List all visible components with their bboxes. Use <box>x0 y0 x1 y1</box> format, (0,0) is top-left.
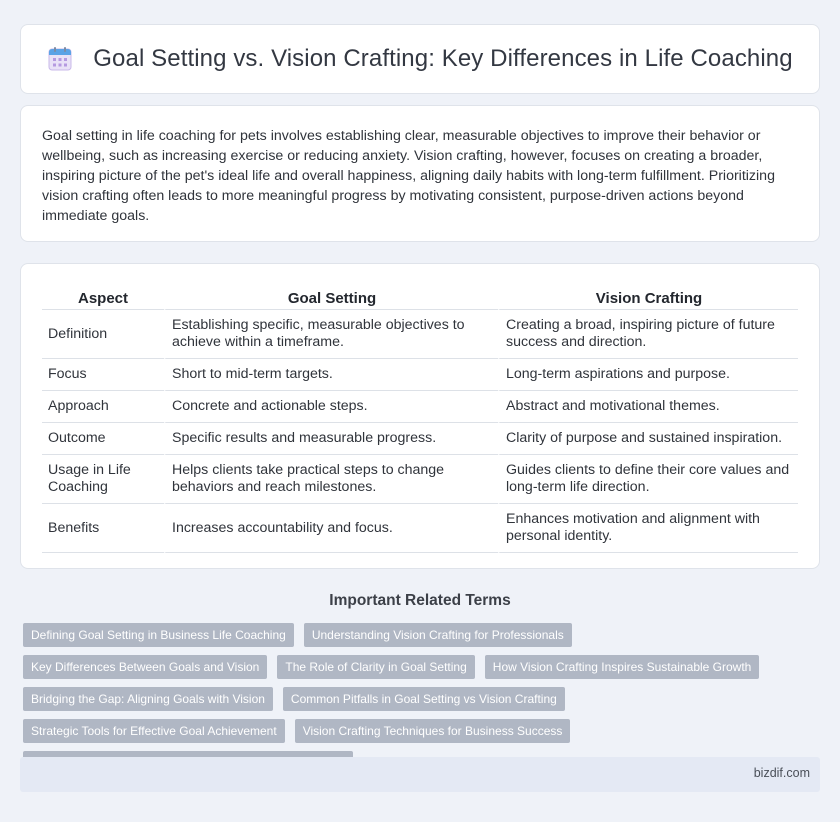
table-row <box>42 310 798 359</box>
table-row <box>42 391 798 423</box>
goal-setting-cell: Short to mid-term targets. <box>164 359 498 391</box>
table-row <box>42 359 798 391</box>
table-header-row <box>42 286 798 310</box>
header-vision-crafting: Vision Crafting <box>498 286 798 310</box>
aspect-cell: Definition <box>42 310 164 359</box>
goal-setting-cell: Increases accountability and focus. <box>164 504 498 553</box>
comparison-card <box>20 263 820 569</box>
related-term-tag[interactable]: Common Pitfalls in Goal Setting vs Vision Crafting <box>283 687 565 711</box>
header-goal-setting: Goal Setting <box>164 286 498 310</box>
vision-crafting-cell: Abstract and motivational themes. <box>498 391 798 423</box>
table-row <box>42 455 798 504</box>
related-term-tag[interactable]: Strategic Tools for Effective Goal Achievement <box>23 719 285 743</box>
goal-setting-cell: Helps clients take practical steps to change behaviors and reach milestones. <box>164 455 498 504</box>
page-title: Goal Setting vs. Vision Crafting: Key Differences in Life Coaching <box>93 45 793 72</box>
related-term-tag[interactable]: Defining Goal Setting in Business Life Coaching <box>23 623 294 647</box>
related-term-tag[interactable]: Key Differences Between Goals and Vision <box>23 655 267 679</box>
calendar-icon <box>47 46 73 72</box>
vision-crafting-cell: Guides clients to define their core values and long-term life direction. <box>498 455 798 504</box>
related-term-tag[interactable]: Bridging the Gap: Aligning Goals with Vision <box>23 687 273 711</box>
intro-paragraph: Goal setting in life coaching for pets involves establishing clear, measurable objectives to improve their behavior or wellbeing, such as increasing exercise or reducing anxiety. Vision crafting, however, focuses on creating a broader, inspiring picture of the pet's ideal life and overall happiness, aligning daily habits with long-term fulfillment. Prioritizing vision crafting often leads to more meaningful progress by motivating consistent, purpose-driven actions beyond immediate goals. <box>42 128 775 224</box>
header-aspect: Aspect <box>42 286 164 310</box>
goal-setting-cell: Specific results and measurable progress. <box>164 423 498 455</box>
vision-crafting-cell: Enhances motivation and alignment with personal identity. <box>498 504 798 553</box>
related-term-tag[interactable]: The Role of Clarity in Goal Setting <box>277 655 474 679</box>
footer-site-name: bizdif.com <box>753 766 810 780</box>
aspect-cell: Focus <box>42 359 164 391</box>
aspect-cell: Approach <box>42 391 164 423</box>
aspect-cell: Usage in Life Coaching <box>42 455 164 504</box>
vision-crafting-cell: Clarity of purpose and sustained inspiration. <box>498 423 798 455</box>
title-wrap <box>47 45 792 73</box>
aspect-cell: Benefits <box>42 504 164 553</box>
related-terms-list <box>23 623 823 775</box>
footer-bar <box>20 757 820 792</box>
aspect-cell: Outcome <box>42 423 164 455</box>
comparison-table <box>42 286 798 553</box>
related-term-tag[interactable]: How Vision Crafting Inspires Sustainable Growth <box>485 655 760 679</box>
goal-setting-cell: Concrete and actionable steps. <box>164 391 498 423</box>
related-terms-heading: Important Related Terms <box>329 592 511 609</box>
goal-setting-cell: Establishing specific, measurable objectives to achieve within a timeframe. <box>164 310 498 359</box>
header-card <box>20 24 820 94</box>
table-row <box>42 504 798 553</box>
vision-crafting-cell: Long-term aspirations and purpose. <box>498 359 798 391</box>
intro-card <box>20 105 820 242</box>
related-term-tag[interactable]: Vision Crafting Techniques for Business Success <box>295 719 571 743</box>
vision-crafting-cell: Creating a broad, inspiring picture of future success and direction. <box>498 310 798 359</box>
related-term-tag[interactable]: Understanding Vision Crafting for Professionals <box>304 623 572 647</box>
table-row <box>42 423 798 455</box>
